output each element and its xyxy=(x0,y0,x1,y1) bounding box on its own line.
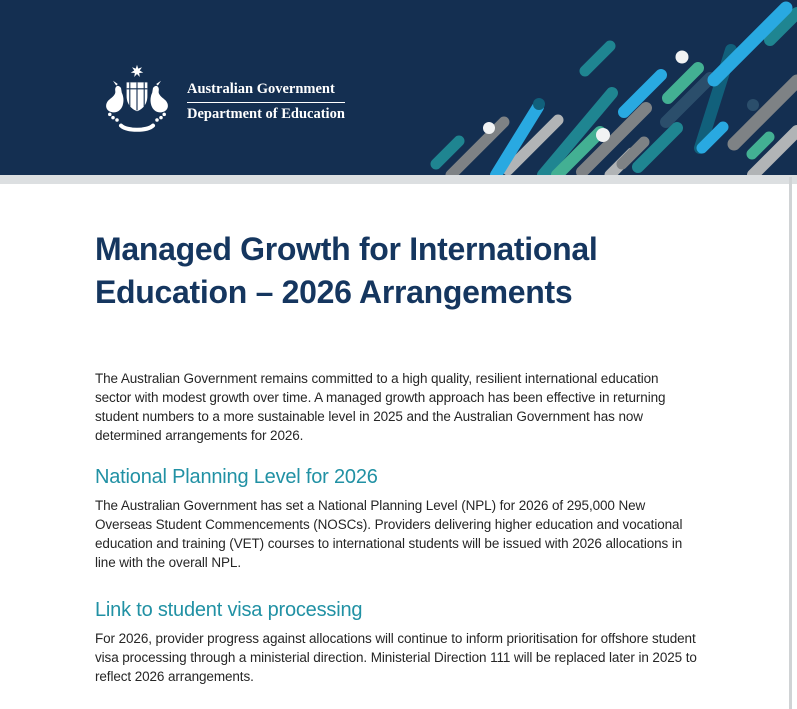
section-paragraph: For 2026, provider progress against allocations will continue to inform prioritisation for offshore student visa processing through a ministerial direction. Ministerial Direction 111 will be replaced later in 2025 to reflect 2026 arrangements. xyxy=(95,631,697,684)
page-right-edge xyxy=(789,177,792,709)
section-national-planning-level xyxy=(95,466,697,572)
banner-divider-strip xyxy=(0,175,797,184)
section-visa-processing xyxy=(95,599,697,686)
government-logo xyxy=(97,60,345,140)
intro-paragraph: The Australian Government remains committed to a high quality, resilient international education sector with modest growth over time. A managed growth approach has been effective in returning student numbers to a more sustainable level in 2025 and the Australian Government has now determined arrangements for 2026. xyxy=(95,371,666,443)
section-heading: National Planning Level for 2026 xyxy=(95,466,378,488)
page-title: Managed Growth for International Education – 2026 Arrangements xyxy=(95,231,598,310)
section-paragraph: The Australian Government has set a National Planning Level (NPL) for 2026 of 295,000 New Overseas Student Commencements (NOSCs). Providers delivering higher education and vocational education and training (VET) courses to international students will be issued with 2026 allocations in line with the overall NPL. xyxy=(95,498,683,570)
banner xyxy=(0,0,797,175)
document-content xyxy=(0,228,797,686)
coat-of-arms-icon xyxy=(97,60,177,140)
department-name: Department of Education xyxy=(187,105,345,122)
logo-divider xyxy=(187,102,345,103)
agency-name: Australian Government xyxy=(187,81,335,97)
section-heading: Link to student visa processing xyxy=(95,599,363,621)
